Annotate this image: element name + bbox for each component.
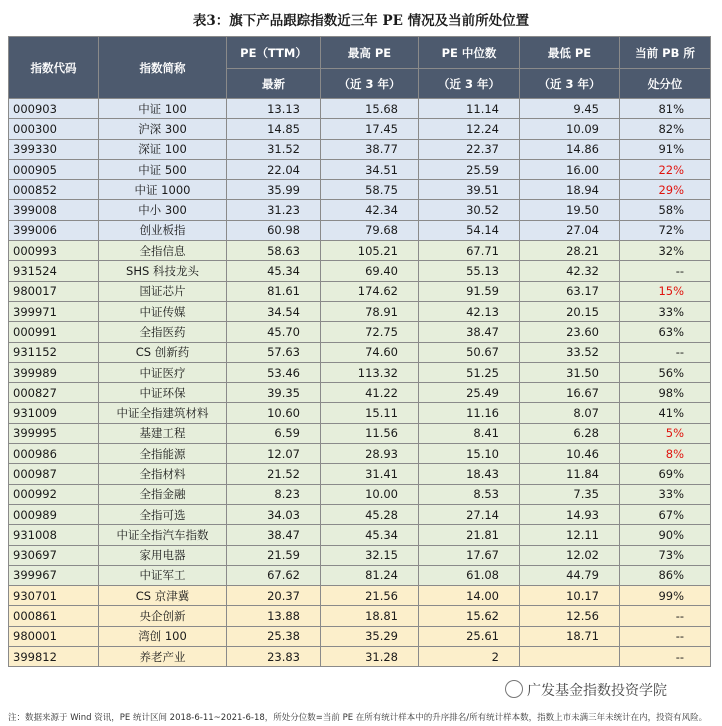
cell-pe-min: 7.35 bbox=[520, 484, 620, 504]
cell-name: 央企创新 bbox=[99, 606, 227, 626]
header-name: 指数简称 bbox=[99, 37, 227, 99]
cell-pe-min: 12.56 bbox=[520, 606, 620, 626]
cell-percentile: 82% bbox=[620, 119, 711, 139]
cell-name: 基建工程 bbox=[99, 423, 227, 443]
cell-code: 000991 bbox=[9, 322, 99, 342]
header-pct-top: 当前 PB 所 bbox=[620, 37, 711, 69]
cell-pe-median: 30.52 bbox=[419, 200, 520, 220]
cell-code: 399006 bbox=[9, 220, 99, 240]
cell-percentile: 69% bbox=[620, 464, 711, 484]
cell-pe-min: 9.45 bbox=[520, 99, 620, 119]
cell-name: 全指信息 bbox=[99, 241, 227, 261]
cell-pe-max: 34.51 bbox=[321, 159, 419, 179]
cell-pe-median: 91.59 bbox=[419, 281, 520, 301]
cell-percentile: -- bbox=[620, 647, 711, 667]
header-pe-top: PE（TTM） bbox=[227, 37, 321, 69]
cell-name: 中小 300 bbox=[99, 200, 227, 220]
cell-code: 000987 bbox=[9, 464, 99, 484]
cell-pe-max: 41.22 bbox=[321, 383, 419, 403]
cell-pe-max: 69.40 bbox=[321, 261, 419, 281]
cell-pe-min: 23.60 bbox=[520, 322, 620, 342]
cell-pe-min: 27.04 bbox=[520, 220, 620, 240]
cell-pe-max: 31.28 bbox=[321, 647, 419, 667]
cell-pe-min: 14.86 bbox=[520, 139, 620, 159]
cell-pe-latest: 45.34 bbox=[227, 261, 321, 281]
cell-pe-median: 8.53 bbox=[419, 484, 520, 504]
header-median-top: PE 中位数 bbox=[419, 37, 520, 69]
wechat-logo-icon bbox=[505, 680, 523, 698]
cell-pe-median: 25.59 bbox=[419, 159, 520, 179]
cell-pe-min: 42.32 bbox=[520, 261, 620, 281]
cell-name: 沪深 300 bbox=[99, 119, 227, 139]
cell-percentile: -- bbox=[620, 626, 711, 646]
cell-pe-max: 10.00 bbox=[321, 484, 419, 504]
cell-code: 000903 bbox=[9, 99, 99, 119]
cell-name: CS 京津冀 bbox=[99, 586, 227, 606]
cell-percentile: 5% bbox=[620, 423, 711, 443]
table-row bbox=[9, 241, 711, 261]
cell-pe-min: 14.93 bbox=[520, 504, 620, 524]
cell-pe-max: 174.62 bbox=[321, 281, 419, 301]
cell-pe-latest: 8.23 bbox=[227, 484, 321, 504]
cell-pe-median: 11.14 bbox=[419, 99, 520, 119]
watermark bbox=[502, 680, 670, 700]
table-title: 表3：旗下产品跟踪指数近三年 PE 情况及当前所处位置 bbox=[192, 13, 530, 29]
cell-pe-max: 11.56 bbox=[321, 423, 419, 443]
cell-pe-max: 81.24 bbox=[321, 565, 419, 585]
cell-pe-max: 15.68 bbox=[321, 99, 419, 119]
cell-name: SHS 科技龙头 bbox=[99, 261, 227, 281]
cell-percentile: 86% bbox=[620, 565, 711, 585]
cell-name: 湾创 100 bbox=[99, 626, 227, 646]
cell-pe-max: 21.56 bbox=[321, 586, 419, 606]
cell-code: 399995 bbox=[9, 423, 99, 443]
cell-code: 930701 bbox=[9, 586, 99, 606]
cell-code: 399989 bbox=[9, 362, 99, 382]
header-code: 指数代码 bbox=[9, 37, 99, 99]
header-pe-bottom: 最新 bbox=[227, 69, 321, 99]
table-row bbox=[9, 342, 711, 362]
cell-percentile: 56% bbox=[620, 362, 711, 382]
cell-name: 中证环保 bbox=[99, 383, 227, 403]
table-row bbox=[9, 464, 711, 484]
header-min-top: 最低 PE bbox=[520, 37, 620, 69]
cell-code: 931009 bbox=[9, 403, 99, 423]
cell-pe-min: 63.17 bbox=[520, 281, 620, 301]
table-row bbox=[9, 200, 711, 220]
cell-pe-median: 14.00 bbox=[419, 586, 520, 606]
cell-code: 000989 bbox=[9, 504, 99, 524]
cell-code: 399008 bbox=[9, 200, 99, 220]
table-row bbox=[9, 362, 711, 382]
table-row bbox=[9, 301, 711, 321]
table-row bbox=[9, 545, 711, 565]
cell-pe-min bbox=[520, 647, 620, 667]
cell-name: 创业板指 bbox=[99, 220, 227, 240]
cell-pe-latest: 38.47 bbox=[227, 525, 321, 545]
cell-code: 399967 bbox=[9, 565, 99, 585]
cell-pe-min: 11.84 bbox=[520, 464, 620, 484]
cell-pe-latest: 14.85 bbox=[227, 119, 321, 139]
cell-code: 000861 bbox=[9, 606, 99, 626]
header-max-bottom: （近 3 年） bbox=[321, 69, 419, 99]
cell-pe-min: 28.21 bbox=[520, 241, 620, 261]
cell-pe-latest: 58.63 bbox=[227, 241, 321, 261]
watermark-text: 广发基金指数投资学院 bbox=[527, 683, 667, 699]
cell-pe-max: 105.21 bbox=[321, 241, 419, 261]
cell-pe-max: 113.32 bbox=[321, 362, 419, 382]
header-max-top: 最高 PE bbox=[321, 37, 419, 69]
table-row bbox=[9, 565, 711, 585]
cell-pe-median: 51.25 bbox=[419, 362, 520, 382]
cell-percentile: 98% bbox=[620, 383, 711, 403]
table-row bbox=[9, 403, 711, 423]
cell-percentile: 99% bbox=[620, 586, 711, 606]
cell-pe-max: 45.28 bbox=[321, 504, 419, 524]
table-row bbox=[9, 119, 711, 139]
table-row bbox=[9, 281, 711, 301]
cell-code: 930697 bbox=[9, 545, 99, 565]
cell-percentile: 22% bbox=[620, 159, 711, 179]
cell-pe-latest: 12.07 bbox=[227, 444, 321, 464]
cell-pe-median: 15.62 bbox=[419, 606, 520, 626]
cell-name: 养老产业 bbox=[99, 647, 227, 667]
cell-pe-max: 38.77 bbox=[321, 139, 419, 159]
cell-pe-max: 74.60 bbox=[321, 342, 419, 362]
cell-name: 全指材料 bbox=[99, 464, 227, 484]
cell-pe-latest: 13.13 bbox=[227, 99, 321, 119]
cell-name: 家用电器 bbox=[99, 545, 227, 565]
cell-pe-max: 45.34 bbox=[321, 525, 419, 545]
cell-name: 深证 100 bbox=[99, 139, 227, 159]
cell-pe-latest: 13.88 bbox=[227, 606, 321, 626]
cell-percentile: -- bbox=[620, 342, 711, 362]
cell-name: 国证芯片 bbox=[99, 281, 227, 301]
cell-pe-max: 58.75 bbox=[321, 180, 419, 200]
cell-pe-max: 28.93 bbox=[321, 444, 419, 464]
cell-pe-median: 25.49 bbox=[419, 383, 520, 403]
cell-pe-median: 67.71 bbox=[419, 241, 520, 261]
cell-percentile: 58% bbox=[620, 200, 711, 220]
cell-pe-latest: 60.98 bbox=[227, 220, 321, 240]
cell-pe-median: 50.67 bbox=[419, 342, 520, 362]
cell-name: 中证 1000 bbox=[99, 180, 227, 200]
cell-pe-min: 18.71 bbox=[520, 626, 620, 646]
cell-pe-median: 18.43 bbox=[419, 464, 520, 484]
cell-name: 中证军工 bbox=[99, 565, 227, 585]
pe-table bbox=[8, 36, 711, 667]
cell-percentile: 33% bbox=[620, 484, 711, 504]
cell-pe-min: 6.28 bbox=[520, 423, 620, 443]
cell-percentile: 29% bbox=[620, 180, 711, 200]
cell-pe-min: 8.07 bbox=[520, 403, 620, 423]
cell-pe-median: 22.37 bbox=[419, 139, 520, 159]
table-row bbox=[9, 504, 711, 524]
cell-pe-median: 39.51 bbox=[419, 180, 520, 200]
cell-code: 000993 bbox=[9, 241, 99, 261]
cell-pe-min: 20.15 bbox=[520, 301, 620, 321]
cell-pe-min: 12.02 bbox=[520, 545, 620, 565]
cell-pe-latest: 10.60 bbox=[227, 403, 321, 423]
table-row bbox=[9, 261, 711, 281]
cell-pe-latest: 22.04 bbox=[227, 159, 321, 179]
cell-percentile: -- bbox=[620, 261, 711, 281]
table-row bbox=[9, 626, 711, 646]
cell-code: 399971 bbox=[9, 301, 99, 321]
table-row bbox=[9, 423, 711, 443]
cell-pe-median: 11.16 bbox=[419, 403, 520, 423]
cell-pe-max: 72.75 bbox=[321, 322, 419, 342]
cell-code: 000992 bbox=[9, 484, 99, 504]
cell-code: 000852 bbox=[9, 180, 99, 200]
cell-name: 全指医药 bbox=[99, 322, 227, 342]
cell-pe-latest: 81.61 bbox=[227, 281, 321, 301]
cell-pe-min: 44.79 bbox=[520, 565, 620, 585]
cell-pe-latest: 45.70 bbox=[227, 322, 321, 342]
table-row bbox=[9, 322, 711, 342]
cell-pe-latest: 6.59 bbox=[227, 423, 321, 443]
cell-code: 399330 bbox=[9, 139, 99, 159]
header-min-bottom: （近 3 年） bbox=[520, 69, 620, 99]
cell-pe-min: 12.11 bbox=[520, 525, 620, 545]
cell-pe-median: 27.14 bbox=[419, 504, 520, 524]
cell-pe-min: 19.50 bbox=[520, 200, 620, 220]
cell-name: 中证全指汽车指数 bbox=[99, 525, 227, 545]
cell-pe-median: 8.41 bbox=[419, 423, 520, 443]
header-pct-bottom: 处分位 bbox=[620, 69, 711, 99]
table-row bbox=[9, 383, 711, 403]
cell-pe-min: 33.52 bbox=[520, 342, 620, 362]
cell-pe-latest: 53.46 bbox=[227, 362, 321, 382]
cell-pe-median: 12.24 bbox=[419, 119, 520, 139]
cell-code: 000827 bbox=[9, 383, 99, 403]
cell-name: 中证医疗 bbox=[99, 362, 227, 382]
cell-pe-min: 31.50 bbox=[520, 362, 620, 382]
footnote: 注：数据来源于 Wind 资讯，PE 统计区间 2018-6-11~2021-6-18，所处分位数=当前 PE 在所有统计样本中的升序排名/所有统计样本数，指数上市未满三年未统计在内，投资有风险。 bbox=[8, 713, 708, 723]
cell-pe-max: 15.11 bbox=[321, 403, 419, 423]
cell-pe-median: 2 bbox=[419, 647, 520, 667]
table-row bbox=[9, 139, 711, 159]
cell-code: 980001 bbox=[9, 626, 99, 646]
cell-pe-latest: 31.23 bbox=[227, 200, 321, 220]
cell-code: 000986 bbox=[9, 444, 99, 464]
cell-name: 全指能源 bbox=[99, 444, 227, 464]
cell-pe-median: 42.13 bbox=[419, 301, 520, 321]
cell-pe-latest: 31.52 bbox=[227, 139, 321, 159]
cell-pe-latest: 20.37 bbox=[227, 586, 321, 606]
cell-name: 全指可选 bbox=[99, 504, 227, 524]
cell-pe-max: 31.41 bbox=[321, 464, 419, 484]
cell-pe-latest: 67.62 bbox=[227, 565, 321, 585]
cell-pe-median: 55.13 bbox=[419, 261, 520, 281]
cell-pe-latest: 21.59 bbox=[227, 545, 321, 565]
cell-pe-latest: 34.03 bbox=[227, 504, 321, 524]
cell-name: 中证传媒 bbox=[99, 301, 227, 321]
cell-percentile: 90% bbox=[620, 525, 711, 545]
cell-code: 931524 bbox=[9, 261, 99, 281]
cell-pe-median: 15.10 bbox=[419, 444, 520, 464]
cell-pe-max: 32.15 bbox=[321, 545, 419, 565]
cell-code: 931008 bbox=[9, 525, 99, 545]
cell-pe-latest: 34.54 bbox=[227, 301, 321, 321]
cell-percentile: 72% bbox=[620, 220, 711, 240]
cell-percentile: 91% bbox=[620, 139, 711, 159]
cell-name: CS 创新药 bbox=[99, 342, 227, 362]
cell-percentile: -- bbox=[620, 606, 711, 626]
cell-pe-max: 17.45 bbox=[321, 119, 419, 139]
cell-code: 931152 bbox=[9, 342, 99, 362]
cell-pe-median: 21.81 bbox=[419, 525, 520, 545]
cell-pe-median: 25.61 bbox=[419, 626, 520, 646]
header-median-bottom: （近 3 年） bbox=[419, 69, 520, 99]
cell-pe-latest: 35.99 bbox=[227, 180, 321, 200]
cell-pe-min: 16.67 bbox=[520, 383, 620, 403]
table-row bbox=[9, 606, 711, 626]
cell-percentile: 8% bbox=[620, 444, 711, 464]
cell-pe-min: 18.94 bbox=[520, 180, 620, 200]
table-row bbox=[9, 159, 711, 179]
cell-percentile: 32% bbox=[620, 241, 711, 261]
table-row bbox=[9, 444, 711, 464]
table-row bbox=[9, 484, 711, 504]
cell-pe-median: 17.67 bbox=[419, 545, 520, 565]
table-body bbox=[9, 99, 711, 667]
cell-percentile: 81% bbox=[620, 99, 711, 119]
cell-percentile: 33% bbox=[620, 301, 711, 321]
cell-pe-median: 54.14 bbox=[419, 220, 520, 240]
cell-pe-latest: 39.35 bbox=[227, 383, 321, 403]
cell-percentile: 63% bbox=[620, 322, 711, 342]
cell-code: 399812 bbox=[9, 647, 99, 667]
cell-pe-min: 10.17 bbox=[520, 586, 620, 606]
cell-name: 中证 500 bbox=[99, 159, 227, 179]
table-row bbox=[9, 180, 711, 200]
cell-pe-max: 79.68 bbox=[321, 220, 419, 240]
cell-pe-latest: 23.83 bbox=[227, 647, 321, 667]
cell-code: 980017 bbox=[9, 281, 99, 301]
cell-pe-median: 61.08 bbox=[419, 565, 520, 585]
cell-pe-latest: 21.52 bbox=[227, 464, 321, 484]
cell-pe-max: 35.29 bbox=[321, 626, 419, 646]
cell-pe-max: 78.91 bbox=[321, 301, 419, 321]
table-row bbox=[9, 525, 711, 545]
cell-pe-max: 18.81 bbox=[321, 606, 419, 626]
cell-pe-median: 38.47 bbox=[419, 322, 520, 342]
table-row bbox=[9, 220, 711, 240]
cell-pe-min: 10.09 bbox=[520, 119, 620, 139]
cell-name: 中证全指建筑材料 bbox=[99, 403, 227, 423]
cell-percentile: 67% bbox=[620, 504, 711, 524]
table-row bbox=[9, 647, 711, 667]
header-row-top bbox=[9, 37, 711, 69]
cell-percentile: 73% bbox=[620, 545, 711, 565]
cell-percentile: 41% bbox=[620, 403, 711, 423]
cell-name: 全指金融 bbox=[99, 484, 227, 504]
table-row bbox=[9, 99, 711, 119]
cell-pe-latest: 57.63 bbox=[227, 342, 321, 362]
cell-pe-latest: 25.38 bbox=[227, 626, 321, 646]
cell-pe-max: 42.34 bbox=[321, 200, 419, 220]
cell-pe-min: 16.00 bbox=[520, 159, 620, 179]
cell-code: 000905 bbox=[9, 159, 99, 179]
table-row bbox=[9, 586, 711, 606]
cell-code: 000300 bbox=[9, 119, 99, 139]
cell-name: 中证 100 bbox=[99, 99, 227, 119]
cell-percentile: 15% bbox=[620, 281, 711, 301]
cell-pe-min: 10.46 bbox=[520, 444, 620, 464]
